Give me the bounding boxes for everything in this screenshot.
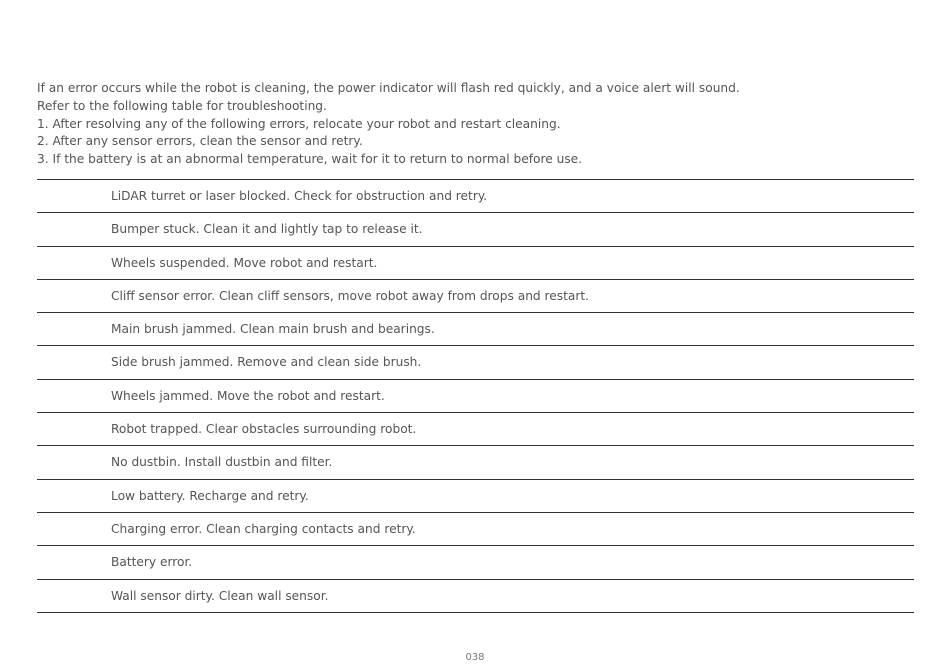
intro-line: 1. After resolving any of the following errors, relocate your robot and restart cleaning.: [37, 116, 561, 131]
error-description: Battery error.: [111, 555, 193, 570]
intro-line: Refer to the following table for troubleshooting.: [37, 98, 327, 113]
error-description: Wall sensor dirty. Clean wall sensor.: [111, 588, 329, 603]
table-row: [37, 480, 914, 513]
intro-line: If an error occurs while the robot is cleaning, the power indicator will flash red quickly, and a voice alert will sound.: [37, 81, 740, 95]
error-description: Robot trapped. Clear obstacles surrounding robot.: [111, 422, 417, 437]
table-row: [37, 413, 914, 446]
error-description: Side brush jammed. Remove and clean side brush.: [111, 355, 422, 370]
table-row: [37, 213, 914, 246]
error-description: No dustbin. Install dustbin and filter.: [111, 455, 333, 470]
table-row: [37, 546, 914, 579]
table-row: [37, 580, 914, 613]
table-row: [37, 313, 914, 346]
table-row: [37, 446, 914, 479]
error-description: Main brush jammed. Clean main brush and bearings.: [111, 322, 435, 337]
error-description: Low battery. Recharge and retry.: [111, 488, 309, 503]
table-row: [37, 247, 914, 280]
intro-line: 3. If the battery is at an abnormal temperature, wait for it to return to normal before use.: [37, 152, 583, 167]
table-row: [37, 180, 914, 213]
error-description: Charging error. Clean charging contacts and retry.: [111, 521, 416, 536]
error-description: Bumper stuck. Clean it and lightly tap to release it.: [111, 222, 423, 237]
table-row: [37, 513, 914, 546]
intro-line: 2. After any sensor errors, clean the sensor and retry.: [37, 134, 363, 149]
table-row: [37, 380, 914, 413]
intro-text: [37, 80, 897, 169]
error-description: Cliff sensor error. Clean cliff sensors, move robot away from drops and restart.: [111, 288, 590, 303]
table-row: [37, 346, 914, 379]
error-description: Wheels jammed. Move the robot and restart.: [111, 388, 385, 403]
page-number: 038: [465, 652, 485, 663]
table-row: [37, 280, 914, 313]
error-description: Wheels suspended. Move robot and restart.: [111, 255, 378, 270]
error-table: [37, 179, 914, 613]
error-description: LiDAR turret or laser blocked. Check for obstruction and retry.: [111, 189, 488, 203]
